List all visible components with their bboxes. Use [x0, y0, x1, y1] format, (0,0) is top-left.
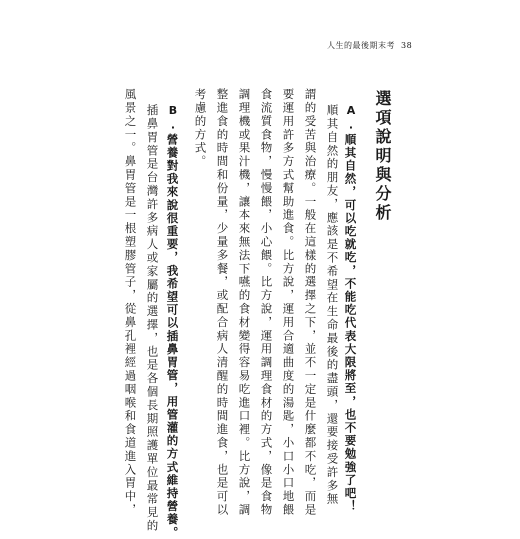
option-a-line-5: 調理機或果汁機，讓本來無法下嚥的食材變得容易吃進口裡。比方說，調 [237, 88, 252, 517]
page-number: 38 [401, 41, 413, 50]
option-b-line-1: 插鼻胃管是台灣許多病人或家屬的選擇，也是各個長期照護單位最常見的 [145, 104, 160, 533]
option-a-line-4: 食流質食物，慢慢餵，小心餵。比方說，運用調理食材的方式，像是食物 [259, 88, 274, 517]
option-a-line-7: 考慮的方式。 [193, 88, 208, 169]
option-a-heading-text: 順其自然，可以吃就吃，不能吃代表大限將至，也不要勉強了吧！ [343, 133, 358, 514]
running-title: 人生的最後期末考 [327, 41, 395, 50]
option-a-line-2: 謂的受苦與治療。一般在這樣的選擇之下，並不一定是什麼都不吃，而是 [303, 88, 318, 517]
option-a-line-1: 順其自然的朋友，應該是不希望在生命最後的盡頭，還要接受許多無 [325, 104, 340, 506]
option-b-line-2: 風景之一。鼻胃管是一根塑膠管子，從鼻孔裡經過咽喉和食道進入胃中， [123, 88, 138, 517]
option-b-heading-text: 營養對我來說很重要，我希望可以插鼻胃管，用管灌的方式維持營養。 [165, 133, 180, 539]
option-a-line-6: 整進食的時間和份量，少量多餐，或配合病人清醒的時間進食，也是可以 [215, 88, 230, 517]
option-a-marker: A. [344, 104, 358, 134]
option-b-heading [166, 104, 179, 539]
option-a-line-3: 要運用許多方式幫助進食。比方說，運用合適曲度的湯匙，小口小口地餵 [281, 88, 296, 517]
option-a-heading [344, 104, 357, 513]
section-title: 選項說明與分析 [373, 90, 392, 223]
option-b-marker: B. [166, 104, 180, 134]
running-header [327, 40, 412, 51]
